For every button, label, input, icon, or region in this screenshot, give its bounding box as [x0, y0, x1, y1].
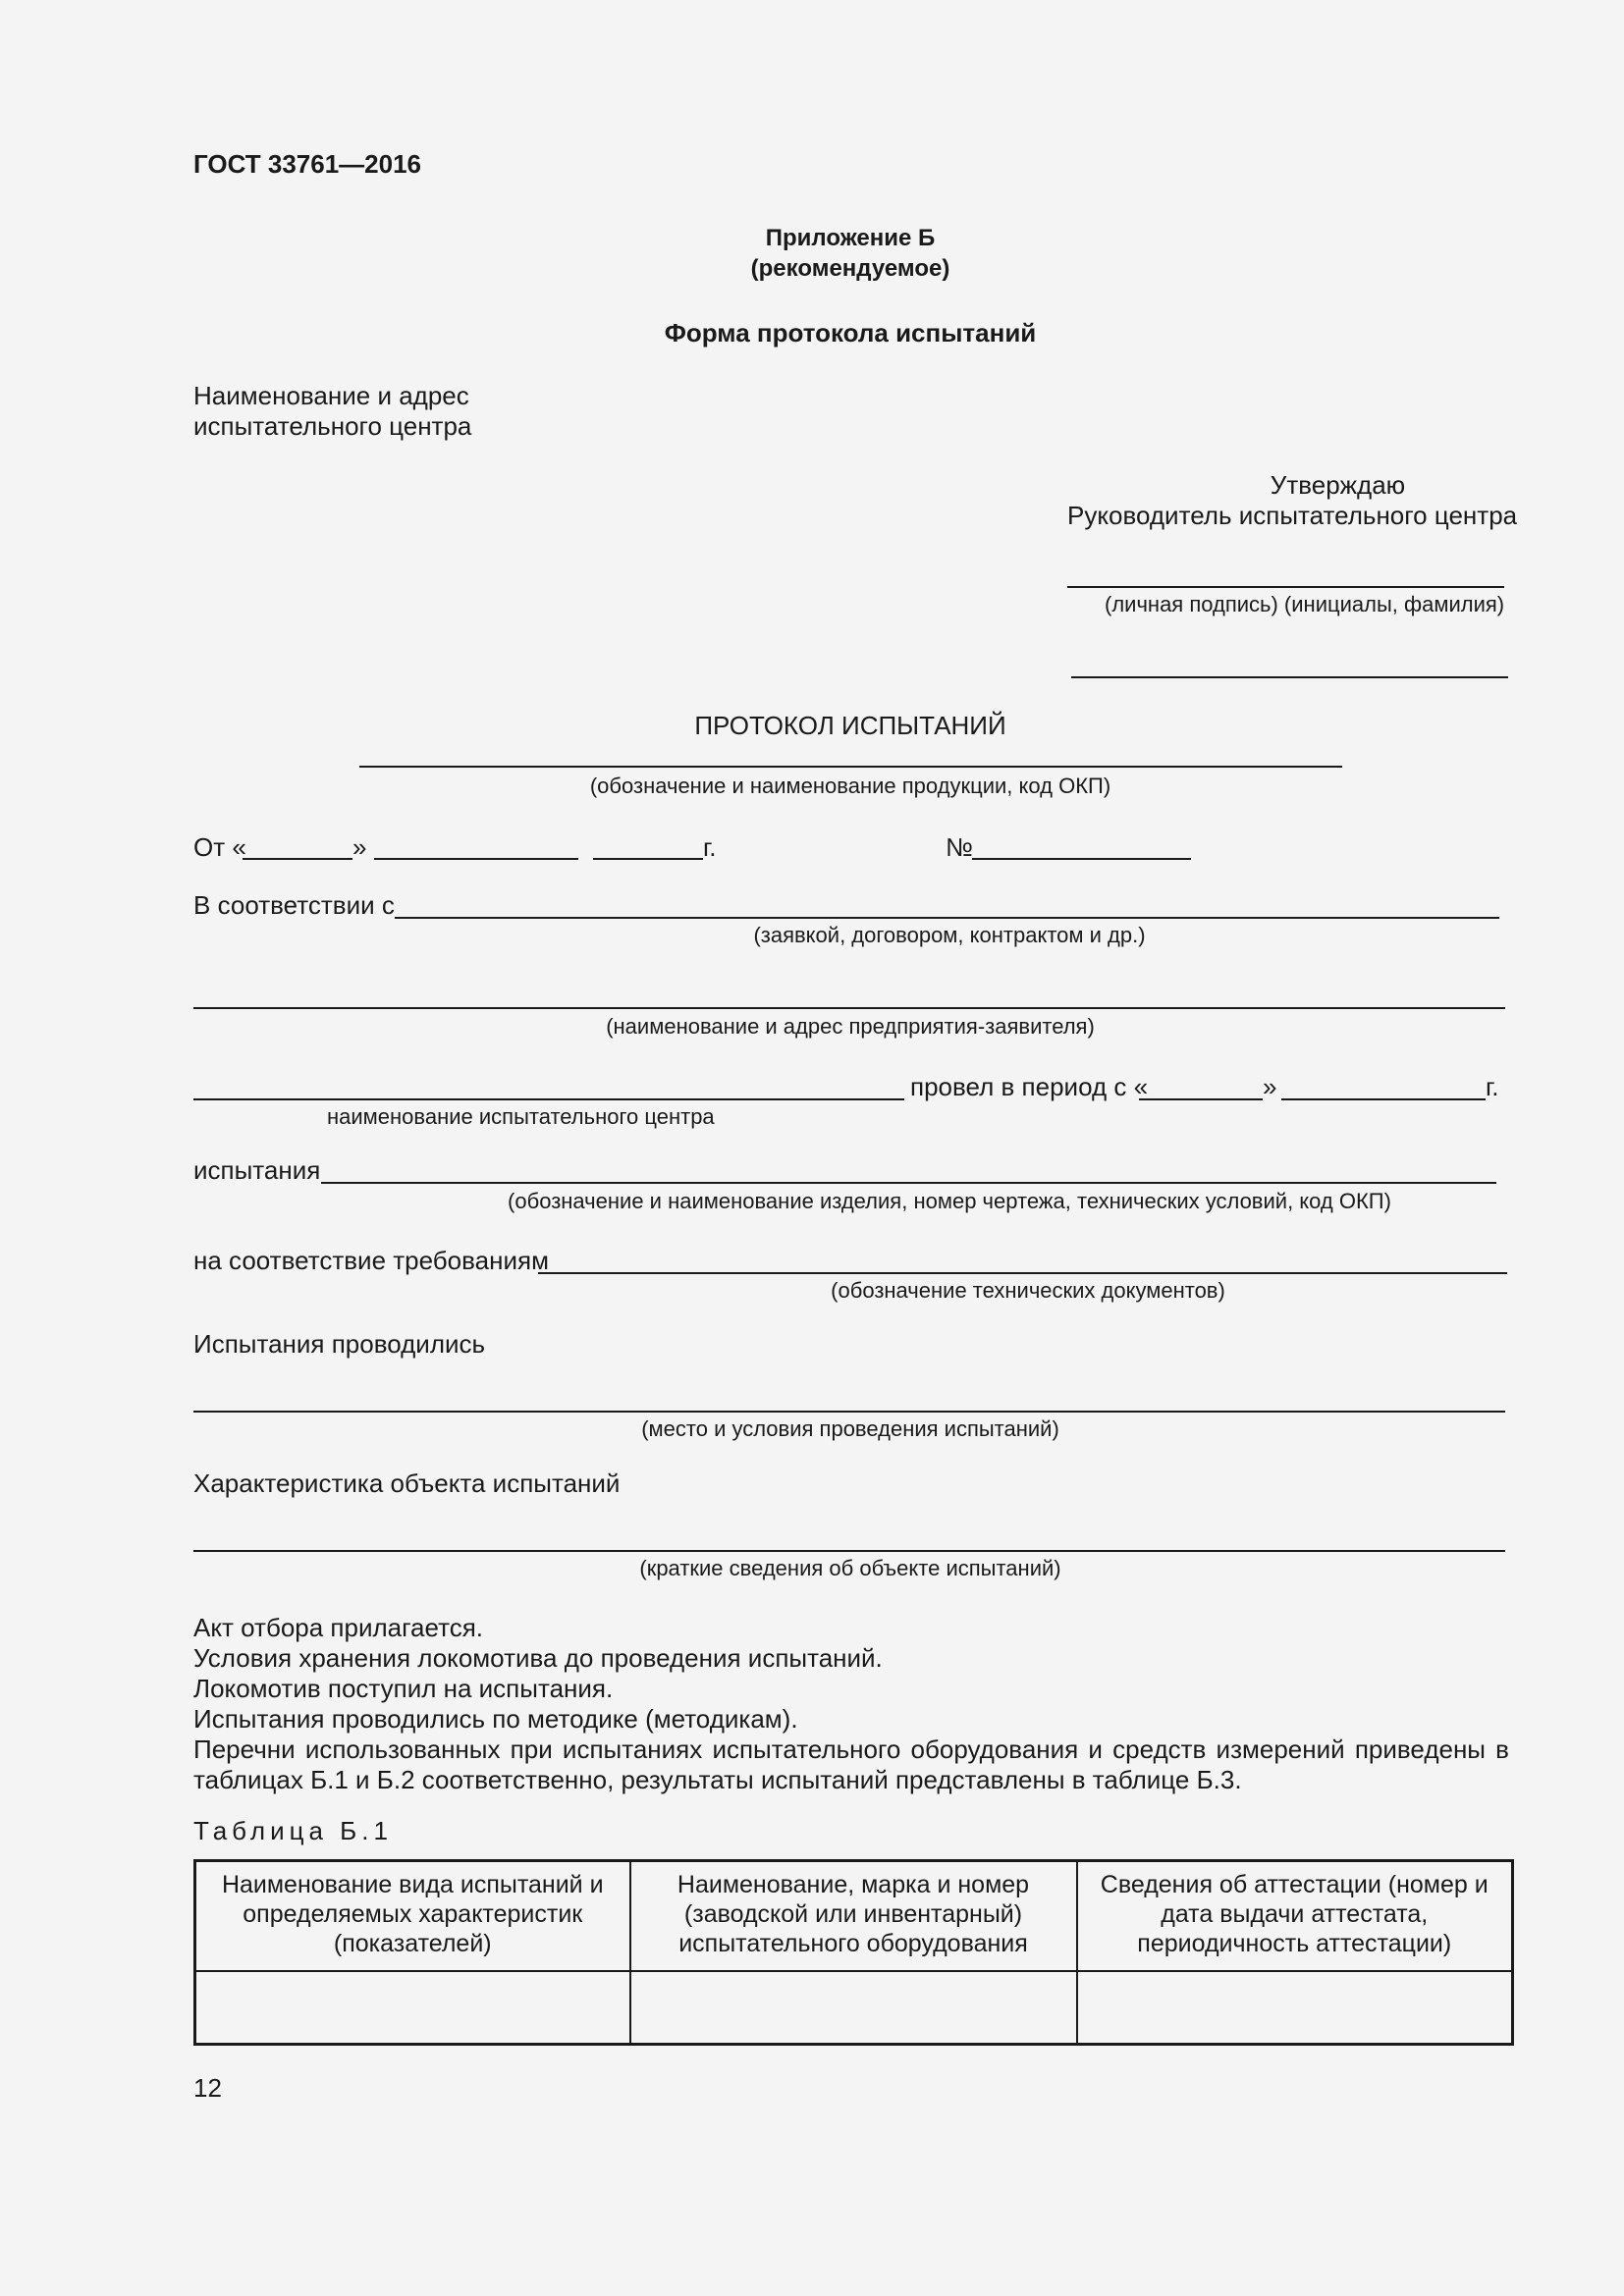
signature-caption: (личная подпись) (инициалы, фамилия): [1105, 592, 1505, 616]
date-close-quote: »: [352, 832, 367, 862]
period-close-quote: »: [1263, 1072, 1277, 1101]
product-caption: (обозначение и наименование продукции, код ОКП): [589, 774, 1111, 798]
center-name-label-line2: испытательного центра: [193, 411, 472, 441]
appendix-title: Приложение Б: [765, 225, 936, 251]
date-year-suffix: г.: [703, 832, 717, 862]
equipment-table: [193, 1859, 1514, 2046]
paragraph: Испытания проводились по методике (методикам).: [193, 1704, 798, 1734]
accordance-caption: (заявкой, договором, контрактом и др.): [753, 923, 1146, 947]
approve-label: Утверждаю: [1270, 470, 1406, 500]
protocol-number-label: №: [946, 832, 973, 862]
conducted-label: Испытания проводились: [193, 1329, 486, 1359]
table-row: [195, 1971, 1513, 2045]
date-month-line: [374, 858, 578, 860]
table-header-cell: Сведения об аттестации (номер и дата выдачи аттестата, периодичность аттестации): [1077, 1861, 1513, 1972]
accordance-line: [395, 917, 1499, 919]
protocol-title: ПРОТОКОЛ ИСПЫТАНИЙ: [694, 711, 1006, 740]
approver-title: Руководитель испытательного центра: [1067, 501, 1518, 530]
test-center-line: [193, 1098, 904, 1100]
table-header-cell: Наименование, марка и номер (заводской или инвентарный) испытательного оборудования: [630, 1861, 1077, 1972]
requirements-caption: (обозначение технических документов): [831, 1278, 1225, 1303]
conducted-caption: (место и условия проведения испытаний): [641, 1416, 1059, 1441]
applicant-caption: (наименование и адрес предприятия-заявителя): [606, 1014, 1095, 1039]
tests-label: испытания: [193, 1155, 321, 1185]
form-title: Форма протокола испытаний: [664, 318, 1037, 347]
product-line: [359, 766, 1342, 768]
period-label: провел в период с «: [910, 1072, 1149, 1101]
object-label: Характеристика объекта испытаний: [193, 1468, 621, 1498]
tests-caption: (обозначение и наименование изделия, номер чертежа, технических условий, код ОКП): [508, 1189, 1391, 1213]
approval-date-line: [1071, 676, 1508, 678]
table-caption: Таблица Б.1: [193, 1816, 393, 1845]
object-caption: (краткие сведения об объекте испытаний): [639, 1556, 1061, 1580]
table-cell[interactable]: [1077, 1971, 1513, 2045]
paragraph: Локомотив поступил на испытания.: [193, 1674, 614, 1703]
test-center-caption: наименование испытательного центра: [327, 1104, 715, 1129]
applicant-line: [193, 1007, 1505, 1009]
period-day-line: [1139, 1098, 1263, 1100]
document-standard-code: ГОСТ 33761—2016: [193, 149, 421, 179]
page-number: 12: [193, 2073, 222, 2103]
period-month-line: [1281, 1098, 1486, 1100]
accordance-label: В соответствии с: [193, 890, 395, 920]
paragraph: Условия хранения локомотива до проведения испытаний.: [193, 1643, 883, 1673]
table-header-row: [195, 1861, 1513, 1972]
date-day-line: [243, 858, 352, 860]
date-from-label: От «: [193, 832, 246, 862]
table-cell[interactable]: [630, 1971, 1077, 2045]
period-year-suffix: г.: [1486, 1072, 1499, 1101]
requirements-label: на соответствие требованиям: [193, 1246, 549, 1275]
paragraph: Перечни использованных при испытаниях испытательного оборудования и средств измерений приведены в таблицах Б.1 и Б.2 соответственно, результаты испытаний представлены в таблице Б.3.: [193, 1735, 1509, 1794]
protocol-number-line: [972, 858, 1191, 860]
conducted-line: [193, 1411, 1505, 1413]
date-year-line: [593, 858, 703, 860]
body-paragraphs: [193, 1613, 1509, 1795]
object-line: [193, 1550, 1505, 1552]
paragraph: Акт отбора прилагается.: [193, 1613, 484, 1642]
tests-line: [321, 1182, 1496, 1184]
table-cell[interactable]: [195, 1971, 630, 2045]
requirements-line: [538, 1272, 1507, 1274]
table-header-cell: Наименование вида испытаний и определяемых характеристик (показателей): [195, 1861, 630, 1972]
center-name-label-line1: Наименование и адрес: [193, 381, 469, 410]
appendix-status: (рекомендуемое): [750, 255, 950, 282]
signature-line: [1067, 586, 1504, 588]
